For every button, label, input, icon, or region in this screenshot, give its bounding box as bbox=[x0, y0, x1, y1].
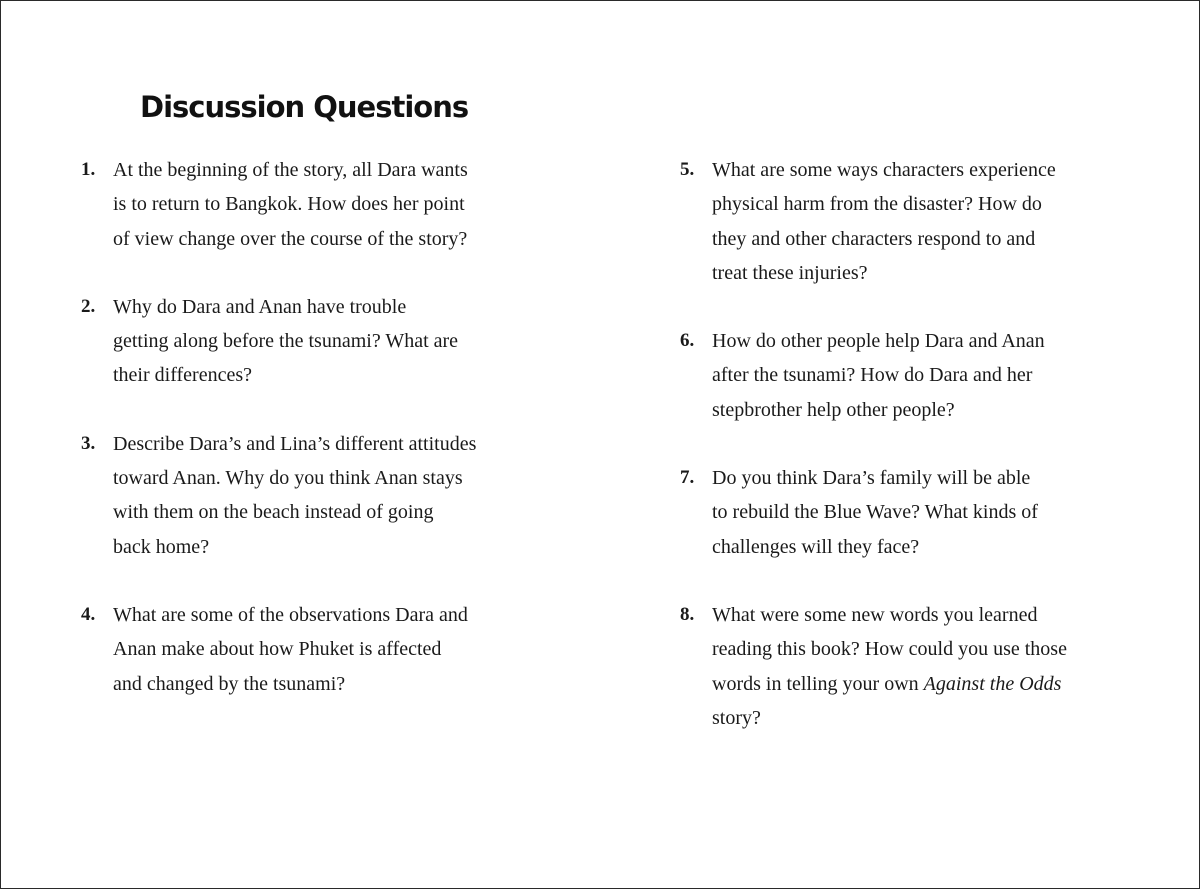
book-series-title: Against the Odds bbox=[923, 672, 1062, 695]
question-item bbox=[81, 153, 551, 256]
question-line: Do you think Dara’s family will be able bbox=[712, 467, 1031, 490]
question-line: of view change over the course of the story? bbox=[113, 227, 468, 250]
question-number: 2. bbox=[81, 295, 96, 317]
question-line: getting along before the tsunami? What are bbox=[113, 330, 459, 353]
question-number: 7. bbox=[680, 467, 695, 489]
page-title: Discussion Questions bbox=[140, 90, 469, 124]
question-line: How do other people help Dara and Anan bbox=[712, 330, 1045, 353]
question-line: their differences? bbox=[113, 364, 252, 387]
question-item bbox=[81, 427, 551, 564]
question-number: 3. bbox=[81, 432, 96, 454]
question-line: What are some of the observations Dara and bbox=[113, 603, 468, 626]
question-line: story? bbox=[712, 706, 761, 729]
question-line bbox=[712, 667, 1150, 701]
question-line: with them on the beach instead of going bbox=[113, 501, 434, 524]
question-line: toward Anan. Why do you think Anan stays bbox=[113, 467, 463, 490]
question-line-text: words in telling your own bbox=[712, 672, 924, 695]
question-line: to rebuild the Blue Wave? What kinds of bbox=[712, 501, 1038, 524]
question-line: back home? bbox=[113, 535, 210, 558]
questions-list-left bbox=[81, 153, 551, 735]
question-line: Why do Dara and Anan have trouble bbox=[113, 295, 407, 318]
question-item bbox=[680, 153, 1150, 290]
question-number: 1. bbox=[81, 159, 96, 180]
question-item bbox=[680, 324, 1150, 427]
question-number: 5. bbox=[680, 159, 695, 180]
questions-list-right bbox=[680, 153, 1150, 769]
question-line: after the tsunami? How do Dara and her bbox=[712, 364, 1033, 387]
question-line: At the beginning of the story, all Dara wants bbox=[113, 159, 468, 181]
question-line: challenges will they face? bbox=[712, 535, 920, 558]
question-line: reading this book? How could you use those bbox=[712, 638, 1067, 661]
question-line: Anan make about how Phuket is affected bbox=[113, 638, 442, 661]
question-number: 6. bbox=[680, 330, 695, 352]
question-line: stepbrother help other people? bbox=[712, 398, 955, 421]
question-line: is to return to Bangkok. How does her point bbox=[113, 193, 465, 216]
question-line: What are some ways characters experience bbox=[712, 159, 1056, 181]
question-line: What were some new words you learned bbox=[712, 603, 1038, 626]
question-line: and changed by the tsunami? bbox=[113, 672, 346, 695]
question-item bbox=[81, 598, 551, 701]
question-line: physical harm from the disaster? How do bbox=[712, 193, 1042, 216]
question-item bbox=[81, 290, 551, 393]
question-line: they and other characters respond to and bbox=[712, 227, 1036, 250]
question-line: Describe Dara’s and Lina’s different attitudes bbox=[113, 432, 477, 455]
question-line: treat these injuries? bbox=[712, 261, 868, 284]
question-number: 8. bbox=[680, 603, 695, 625]
question-number: 4. bbox=[81, 603, 96, 625]
question-item bbox=[680, 461, 1150, 564]
question-item bbox=[680, 598, 1150, 735]
